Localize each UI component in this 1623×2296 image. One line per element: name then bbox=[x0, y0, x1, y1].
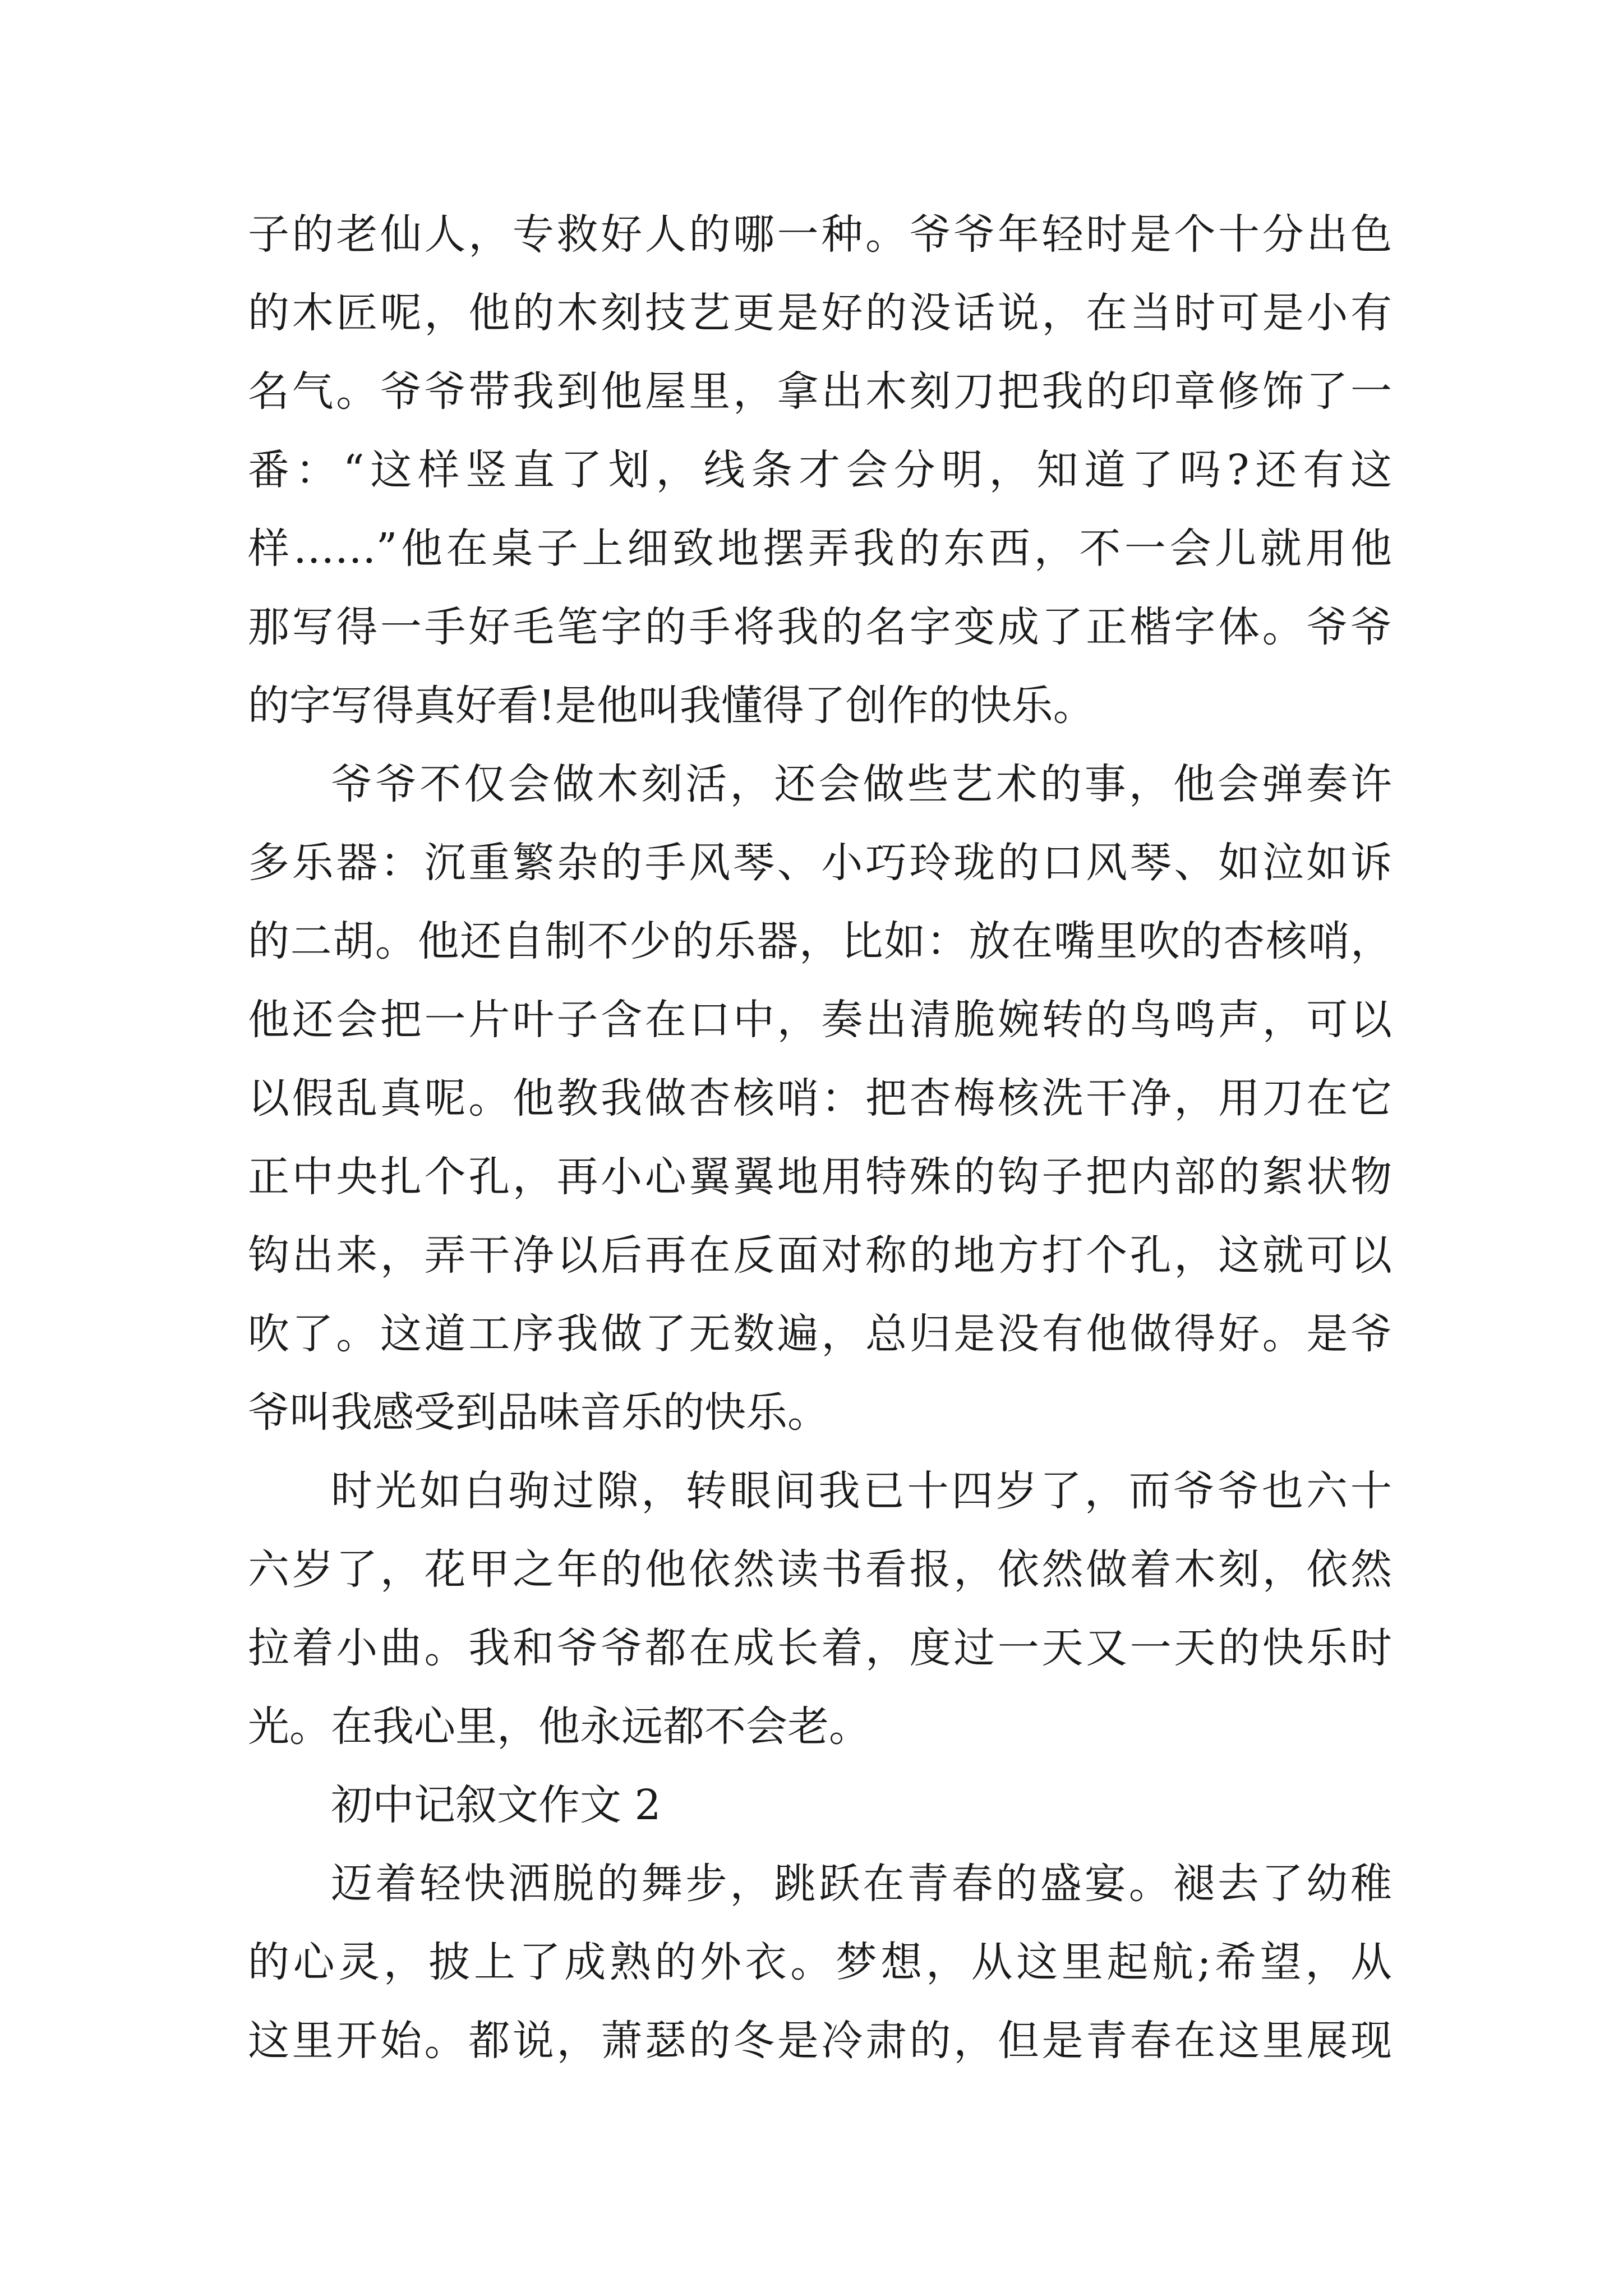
text-line: 样……”他在桌子上细致地摆弄我的东西，不一会儿就用他 bbox=[248, 524, 1392, 573]
text-line: 的木匠呢，他的木刻技艺更是好的没话说，在当时可是小有 bbox=[248, 289, 1392, 337]
paragraph-first-line: 爷爷不仅会做木刻活，还会做些艺术的事，他会弹奏许 bbox=[331, 760, 1392, 808]
paragraph-first-line: 时光如白驹过隙，转眼间我已十四岁了，而爷爷也六十 bbox=[331, 1467, 1392, 1515]
text-line: 名气。爷爷带我到他屋里，拿出木刻刀把我的印章修饰了一 bbox=[248, 367, 1392, 416]
text-line: 的心灵，披上了成熟的外衣。梦想，从这里起航;希望，从 bbox=[248, 1938, 1392, 1986]
text-line: 吹了。这道工序我做了无数遍，总归是没有他做得好。是爷 bbox=[248, 1310, 1392, 1358]
text-line: 子的老仙人，专救好人的哪一种。爷爷年轻时是个十分出色 bbox=[248, 210, 1392, 259]
paragraph-first-line: 迈着轻快洒脱的舞步，跳跃在青春的盛宴。褪去了幼稚 bbox=[331, 1860, 1392, 1908]
text-line: 正中央扎个孔，再小心翼翼地用特殊的钩子把内部的絮状物 bbox=[248, 1153, 1392, 1201]
text-line: 多乐器：沉重繁杂的手风琴、小巧玲珑的口风琴、如泣如诉 bbox=[248, 839, 1392, 887]
text-line: 六岁了，花甲之年的他依然读书看报，依然做着木刻，依然 bbox=[248, 1545, 1392, 1594]
text-line: 的字写得真好看!是他叫我懂得了创作的快乐。 bbox=[248, 682, 1095, 730]
text-line: 这里开始。都说，萧瑟的冬是冷肃的，但是青春在这里展现 bbox=[248, 2017, 1392, 2065]
text-line: 以假乱真呢。他教我做杏核哨：把杏梅核洗干净，用刀在它 bbox=[248, 1074, 1392, 1122]
essay-body bbox=[248, 195, 1392, 2080]
text-line: 他还会把一片叶子含在口中，奏出清脆婉转的鸟鸣声，可以 bbox=[248, 996, 1392, 1044]
section-heading: 初中记叙文作文 2 bbox=[331, 1781, 661, 1829]
text-line: 番：“这样竖直了划，线条才会分明，知道了吗?还有这 bbox=[248, 446, 1392, 494]
text-line: 的二胡。他还自制不少的乐器，比如：放在嘴里吹的杏核哨， bbox=[248, 917, 1392, 965]
text-line: 拉着小曲。我和爷爷都在成长着，度过一天又一天的快乐时 bbox=[248, 1624, 1392, 1672]
text-line: 光。在我心里，他永远都不会老。 bbox=[248, 1703, 870, 1751]
text-line: 爷叫我感受到品味音乐的快乐。 bbox=[248, 1388, 829, 1437]
text-line: 那写得一手好毛笔字的手将我的名字变成了正楷字体。爷爷 bbox=[248, 603, 1392, 651]
text-line: 钩出来，弄干净以后再在反面对称的地方打个孔，这就可以 bbox=[248, 1231, 1392, 1280]
